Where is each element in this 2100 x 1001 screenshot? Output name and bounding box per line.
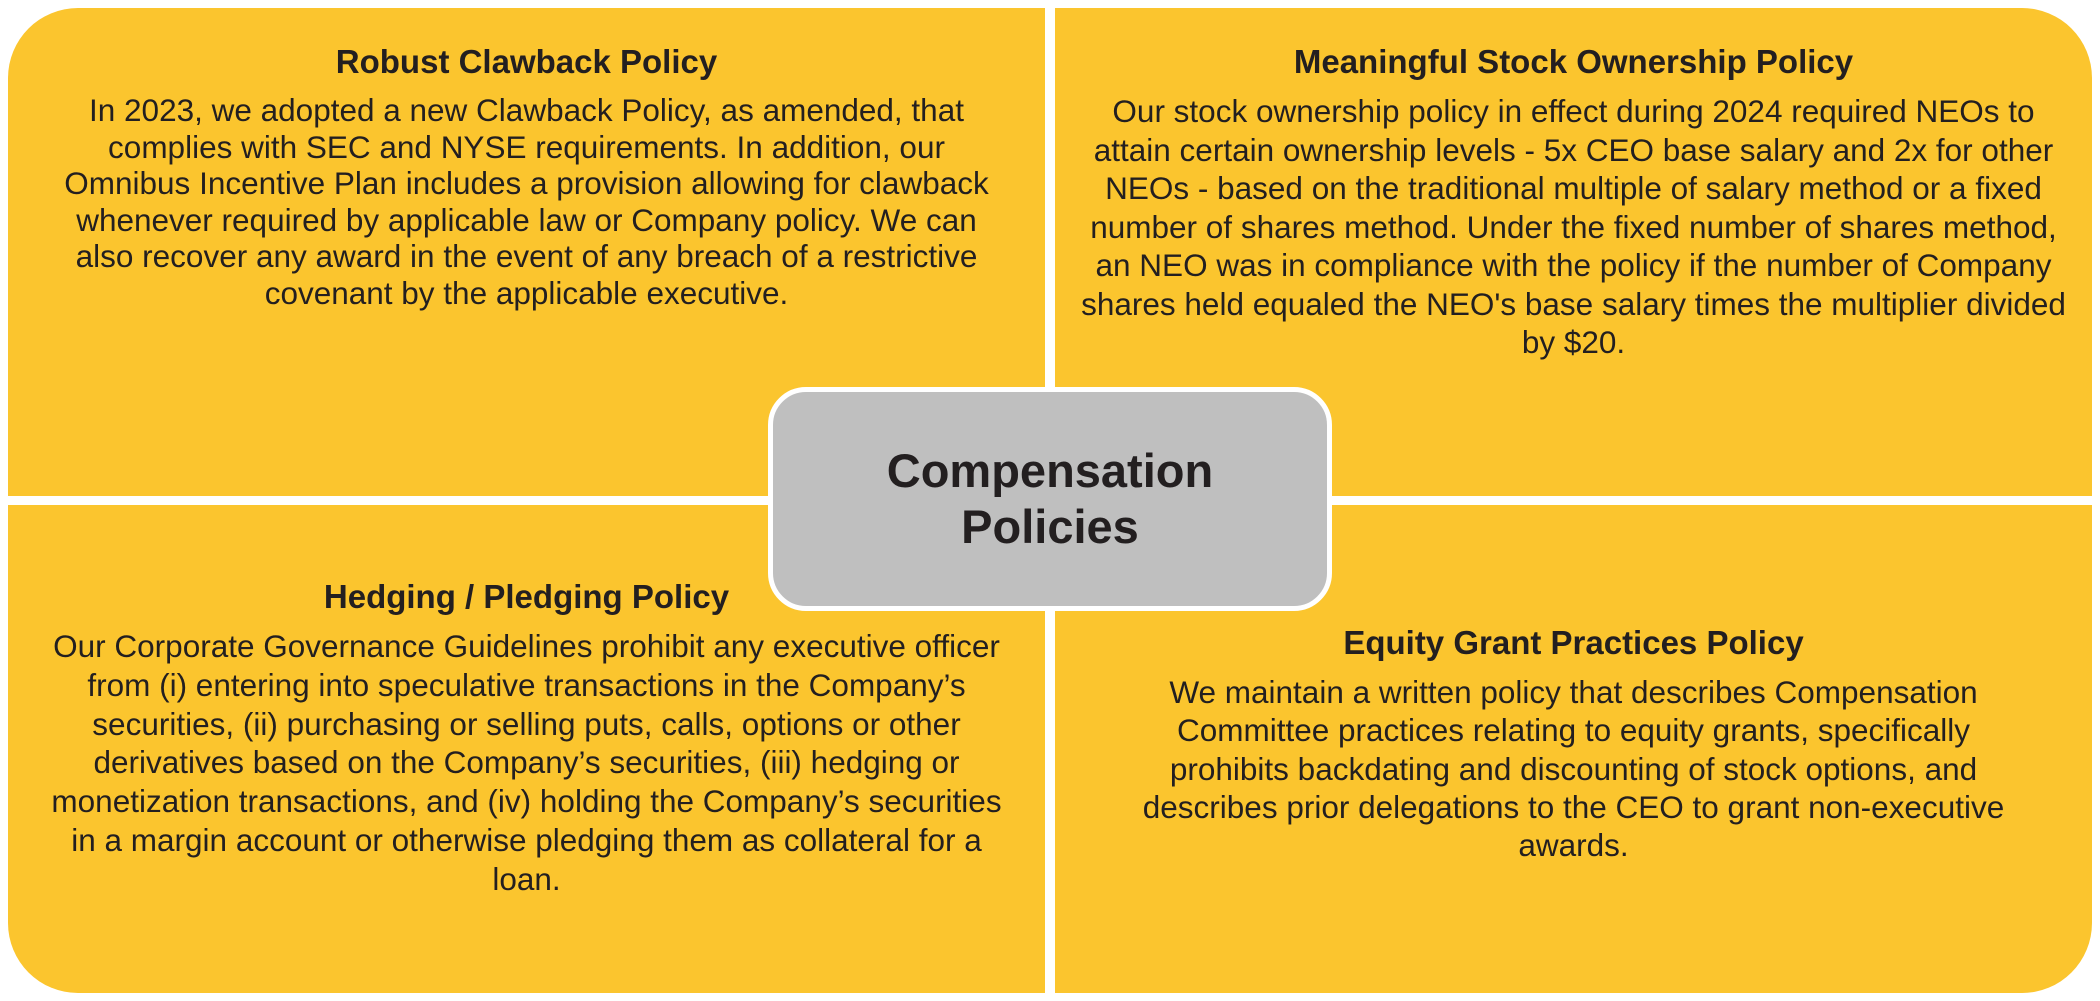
quadrant-body: In 2023, we adopted a new Clawback Policy, as amended, that complies with SEC and NYSE requirements. In addition, our Omnibus Incentive Plan includes a provision allowing for clawback whenever required by applicable law or Company policy. We can also recover any award in the event of any breach of a restrictive covenant by the applicable executive. (64, 92, 989, 311)
quadrant-content (1055, 623, 2092, 864)
quadrant-heading: Hedging / Pledging Policy (323, 578, 730, 615)
quadrant-content (8, 42, 1045, 311)
quadrant-heading: Equity Grant Practices Policy (1343, 624, 1804, 661)
quadrant-body: Our stock ownership policy in effect during 2024 required NEOs to attain certain ownership levels - 5x CEO base salary and 2x for other NEOs - based on the traditional multiple of salary method or a fixed number of shares method. Under the fixed number of shares method, an NEO was in compliance with the policy if the number of Company shares held equaled the NEO's base salary times the multiplier divided by $20. (1081, 93, 2066, 360)
quadrant-heading: Meaningful Stock Ownership Policy (1293, 43, 1854, 80)
quadrant-heading: Robust Clawback Policy (335, 43, 718, 80)
quadrant-body: We maintain a written policy that describes Compensation Committee practices relating to equity grants, specifically prohibits backdating and discounting of stock options, and describes prior delegations to the CEO to grant non-executive awards. (1142, 674, 2005, 864)
center-title: Compensation Policies (886, 444, 1214, 553)
quadrant-body: Our Corporate Governance Guidelines prohibit any executive officer from (i) entering into speculative transactions in the Company’s securities, (ii) purchasing or selling puts, calls, options or other derivatives based on the Company’s securities, (iii) hedging or monetization transactions, and (iv) holding the Company’s securities in a margin account or otherwise pledging them as collateral for a loan. (51, 628, 1002, 897)
center-title-box (768, 387, 1332, 611)
quadrant-content (8, 577, 1045, 899)
quadrant-content (1055, 42, 2092, 362)
